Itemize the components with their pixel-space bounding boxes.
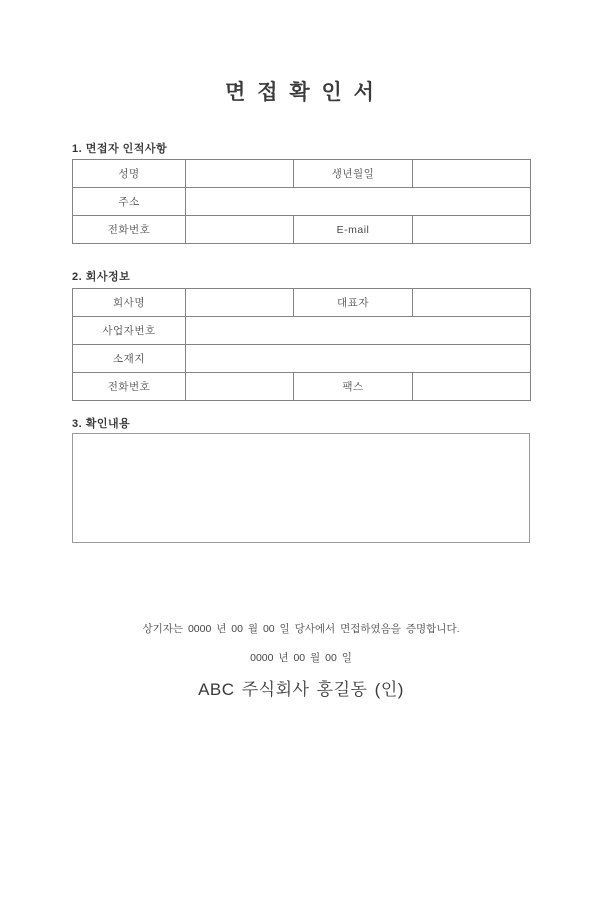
phone-label: 전화번호 <box>73 216 186 244</box>
company-info-table <box>72 288 531 401</box>
table-row <box>73 160 531 188</box>
business-number-label: 사업자번호 <box>73 317 186 345</box>
email-value-cell[interactable] <box>413 216 531 244</box>
company-name-value-cell[interactable] <box>186 289 294 317</box>
section1-heading: 1. 면접자 인적사항 <box>72 143 168 155</box>
confirmation-content-box[interactable] <box>72 433 530 543</box>
address-value-cell[interactable] <box>186 188 531 216</box>
document-title: 면 접 확 인 서 <box>225 81 377 104</box>
document-page <box>0 81 601 912</box>
representative-label: 대표자 <box>294 289 413 317</box>
certification-text: 상기자는 0000 년 00 월 00 일 당사에서 면접하였음을 증명합니다. <box>142 623 460 635</box>
company-phone-value-cell[interactable] <box>186 373 294 401</box>
section3-heading: 3. 확인내용 <box>72 418 131 430</box>
table-row <box>73 317 531 345</box>
personal-info-table <box>72 159 531 244</box>
name-label: 성명 <box>73 160 186 188</box>
table-row <box>73 373 531 401</box>
birthdate-label: 생년월일 <box>294 160 413 188</box>
representative-value-cell[interactable] <box>413 289 531 317</box>
table-row <box>73 289 531 317</box>
email-label: E-mail <box>294 216 413 244</box>
table-row <box>73 345 531 373</box>
company-address-value-cell[interactable] <box>186 345 531 373</box>
table-row <box>73 216 531 244</box>
fax-label: 팩스 <box>294 373 413 401</box>
signature-text: ABC 주식회사 홍길동 (인) <box>198 680 404 699</box>
fax-value-cell[interactable] <box>413 373 531 401</box>
date-text: 0000 년 00 월 00 일 <box>250 652 352 664</box>
name-value-cell[interactable] <box>186 160 294 188</box>
phone-value-cell[interactable] <box>186 216 294 244</box>
business-number-value-cell[interactable] <box>186 317 531 345</box>
birthdate-value-cell[interactable] <box>413 160 531 188</box>
address-label: 주소 <box>73 188 186 216</box>
section2-heading: 2. 회사정보 <box>72 271 131 283</box>
company-phone-label: 전화번호 <box>73 373 186 401</box>
table-row <box>73 188 531 216</box>
company-name-label: 회사명 <box>73 289 186 317</box>
company-address-label: 소재지 <box>73 345 186 373</box>
